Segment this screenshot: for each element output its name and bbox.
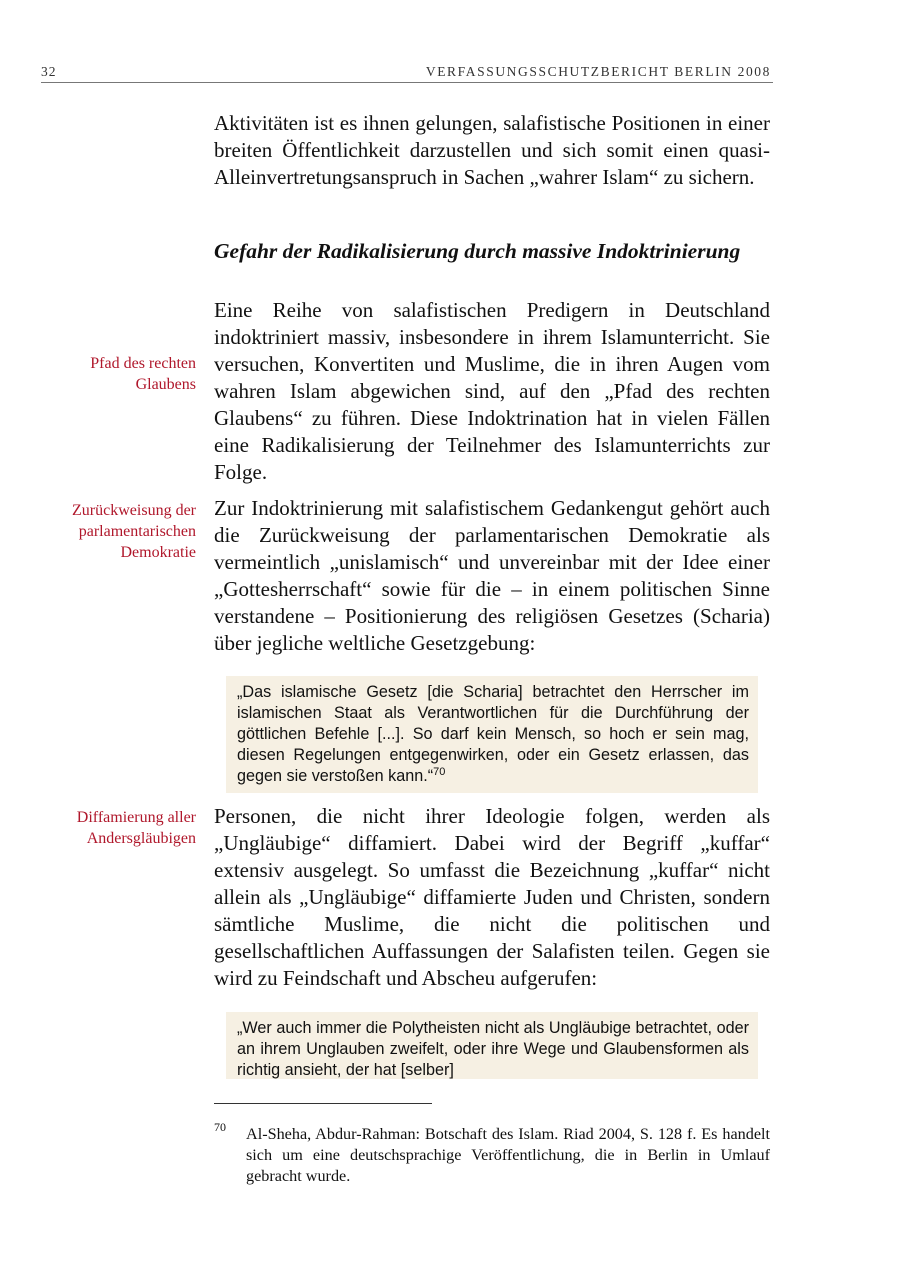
margin-note-defamation: Diffamierung aller Andersgläubigen [76,809,196,847]
footnote-separator [214,1103,432,1104]
margin-note-pfad: Pfad des rechten Glaubens [90,355,196,393]
margin-note-democracy: Zurückweisung der parlamentarischen Demokratie [72,502,196,561]
quote-sharia-text: „Das islamische Gesetz [die Scharia] betrachtet den Herrscher im islamischen Staat als Verantwortlichen für die Durchführung der göttlichen Befehle [...]. So darf kein Mensch, so hoch er sein mag, diesen Regelungen entgegenwirken, oder ein Gesetz erlassen, das gegen sie verstoßen kann.“ [237,683,749,785]
paragraph-democracy: Zur Indoktrinierung mit salafistischem Gedankengut gehört auch die Zurückweisung der parlamentarischen Demokratie als vermeintlich „unislamisch“ und unvereinbar mit der Idee einer „Gottesherrschaft“ sowie für die – in einem politischen Sinne verstandene – Positionierung des religiösen Gesetzes (Scharia) über jegliche weltliche Gesetzgebung: [214,496,770,655]
quote-box-polytheists [226,1012,758,1079]
page-header [41,62,773,83]
paragraph-continuation: Aktivitäten ist es ihnen gelungen, salafistische Positionen in einer breiten Öffentlichkeit darzustellen und sich somit einen quasi-Alleinvertretungsanspruch in Sachen „wahrer Islam“ zu sichern. [214,111,770,189]
paragraph-indoctrination: Eine Reihe von salafistischen Predigern in Deutschland indoktriniert massiv, insbesondere in ihrem Islamunterricht. Sie versuchen, Konvertiten und Muslime, die in ihren Augen vom wahren Islam abgewichen sind, auf den „Pfad des rechten Glaubens“ zu führen. Diese Indoktrination hat in vielen Fällen eine Radikalisierung der Teilnehmer des Islamunterrichts zur Folge. [214,298,770,484]
running-title: VERFASSUNGSSCHUTZBERICHT BERLIN 2008 [425,64,771,79]
paragraph-defamation: Personen, die nicht ihrer Ideologie folgen, werden als „Ungläubige“ diffamiert. Dabei wird der Begriff „kuffar“ extensiv ausgelegt. So umfasst die Bezeichnung „kuffar“ nicht allein als „Ungläubige“ diffamierte Juden und Christen, sondern sämtliche Muslime, die nicht die politischen und gesellschaftlichen Auffassungen der Salafisten teilen. Gegen sie wird zu Feindschaft und Abscheu aufgerufen: [214,804,770,990]
footnote-number: 70 [214,1120,226,1134]
quote-box-sharia [226,676,758,793]
section-heading: Gefahr der Radikalisierung durch massive Indoktrinierung [214,239,741,263]
page-number: 32 [41,64,57,79]
quote-polytheists: „Wer auch immer die Polytheisten nicht als Ungläubige betrachtet, oder an ihrem Unglauben zweifelt, oder ihre Wege und Glaubensformen als richtig ansieht, der hat [selber] [237,1019,749,1079]
footnote-text: Al-Sheha, Abdur-Rahman: Botschaft des Islam. Riad 2004, S. 128 f. Es handelt sich um eine deutschsprachige Veröffentlichung, die in Berlin in Umlauf gebracht wurde. [246,1125,770,1185]
footnote-reference[interactable]: 70 [433,766,446,778]
quote-sharia [237,682,749,787]
